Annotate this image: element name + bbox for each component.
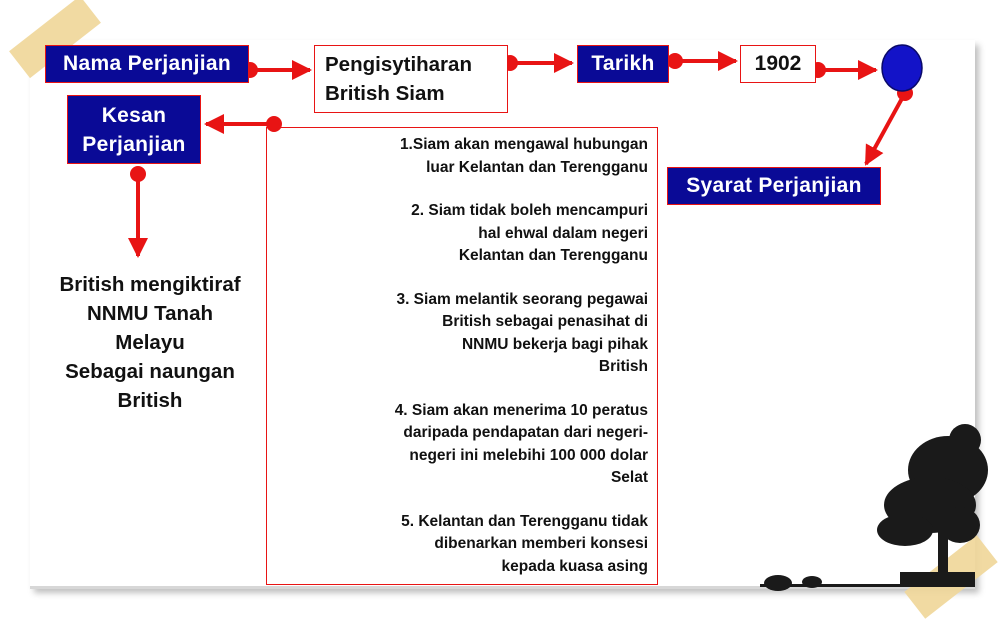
syarat-perjanjian-label: Syarat Perjanjian: [686, 174, 862, 197]
syarat-item: 2. Siam tidak boleh mencampuri hal ehwal dalam negeri Kelantan dan Terengganu: [411, 202, 648, 264]
arrow-node-to-syarat: [866, 93, 905, 164]
syarat-item: 5. Kelantan dan Terengganu tidak dibenarkan memberi konsesi kepada kuasa asing: [401, 512, 648, 575]
syarat-perjanjian-box: [667, 167, 881, 205]
tarikh-value: 1902: [754, 52, 802, 75]
syarat-item: 1.Siam akan mengawal hubungan luar Kelantan dan Terengganu: [399, 136, 648, 176]
kesan-text: British mengiktiraf NNMU Tanah Melayu Sebagai naungan British: [59, 273, 241, 412]
nama-perjanjian-value-box: [314, 45, 508, 113]
kesan-perjanjian-box: [67, 95, 201, 164]
nama-perjanjian-value: Pengisytiharan British Siam: [325, 53, 472, 105]
syarat-item: 3. Siam melantik seorang pegawai British sebagai penasihat di NNMU bekerja bagi pihak British: [396, 290, 648, 375]
connector-dot: [667, 53, 683, 69]
tarikh-value-box: [740, 45, 816, 83]
kesan-perjanjian-label: Kesan Perjanjian: [82, 103, 186, 156]
syarat-item: 4. Siam akan menerima 10 peratus daripada pendapatan dari negeri- negeri ini melebihi 100 000 dolar Selat: [394, 401, 648, 486]
junction-node: [882, 45, 922, 91]
connector-dot: [130, 166, 146, 182]
tarikh-label: Tarikh: [591, 52, 655, 75]
tarikh-box: [577, 45, 669, 83]
syarat-list-box: [266, 127, 658, 585]
nama-perjanjian-label: Nama Perjanjian: [63, 52, 231, 75]
nama-perjanjian-box: [45, 45, 249, 83]
